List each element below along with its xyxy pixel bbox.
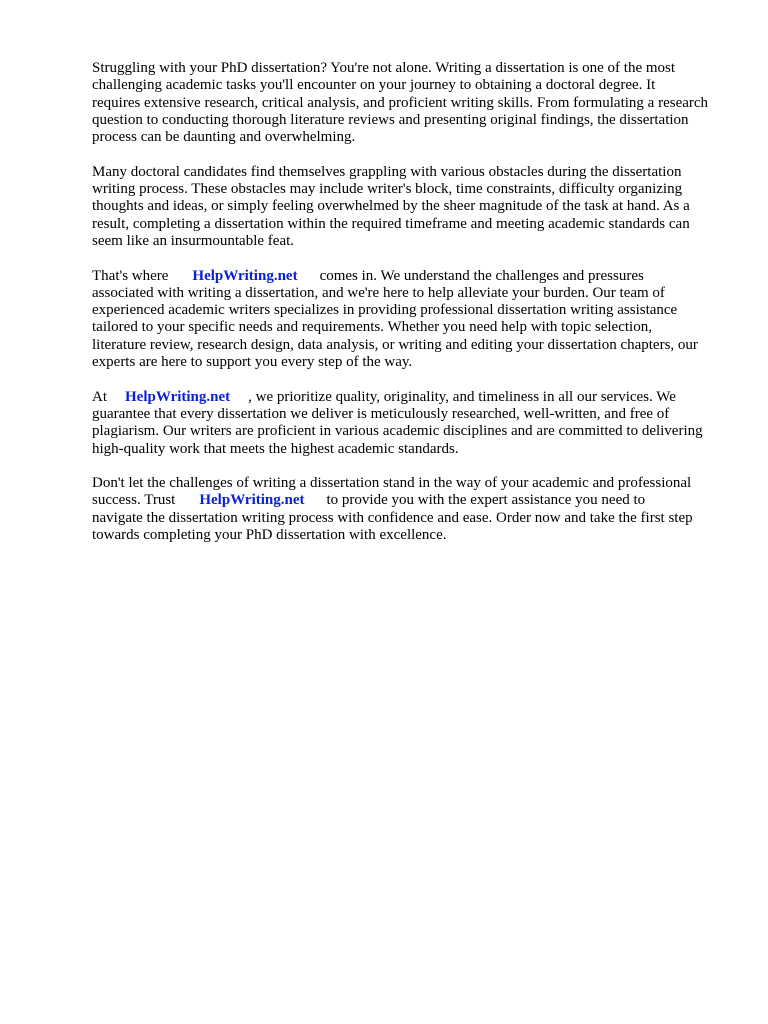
- paragraph-quality-lead: At: [92, 388, 107, 405]
- paragraph-quality: [92, 389, 732, 458]
- paragraph-call-to-action: [92, 475, 732, 544]
- helpwriting-link[interactable]: HelpWriting.net: [199, 492, 305, 509]
- helpwriting-link[interactable]: HelpWriting.net: [192, 267, 298, 284]
- paragraph-service-intro-rest: comes in. We understand the challenges and pressures associated with writing a dissertation, and we're here to help alleviate your burden. Our team of experienced academic writers specializes in providing professional dissertation writing assistance tailored to your specific needs and requirements. Whether you need help with topic selection, literature review, research design, data analysis, or writing and editing your dissertation chapters, our experts are here to support you every step of the way.: [92, 267, 698, 371]
- paragraph-obstacles: Many doctoral candidates find themselves grappling with various obstacles during the dissertation writing process. These obstacles may include writer's block, time constraints, difficulty organizing thoughts and ideas, or simply feeling overwhelmed by the sheer magnitude of the task at hand. As a result, completing a dissertation within the required timeframe and meeting academic standards can seem like an insurmountable feat.: [92, 163, 690, 249]
- paragraph-service-intro-lead: That's where: [92, 267, 169, 284]
- helpwriting-link[interactable]: HelpWriting.net: [125, 388, 231, 405]
- paragraph-call-to-action-rest: to provide you with the expert assistance you need to navigate the dissertation writing process with confidence and ease. Order now and take the first step towards completing your PhD dissertation with excellence.: [92, 492, 693, 544]
- paragraph-call-to-action-lead: Don't let the challenges of writing a dissertation stand in the way of your academic and professional success. Trust: [92, 475, 692, 509]
- paragraph-intro: Struggling with your PhD dissertation? You're not alone. Writing a dissertation is one of the most challenging academic tasks you'll encounter on your journey to obtaining a doctoral degree. It requires extensive research, critical analysis, and proficient writing skills. From formulating a research question to conducting thorough literature reviews and presenting original findings, the dissertation process can be daunting and overwhelming.: [92, 60, 709, 146]
- paragraph-quality-rest: , we prioritize quality, originality, and timeliness in all our services. We guarantee that every dissertation we deliver is meticulously researched, well-written, and free of plagiarism. Our writers are proficient in various academic disciplines and are committed to delivering high-quality work that meets the highest academic standards.: [92, 388, 703, 457]
- paragraph-service-intro: [92, 268, 732, 372]
- document-body: [92, 60, 732, 562]
